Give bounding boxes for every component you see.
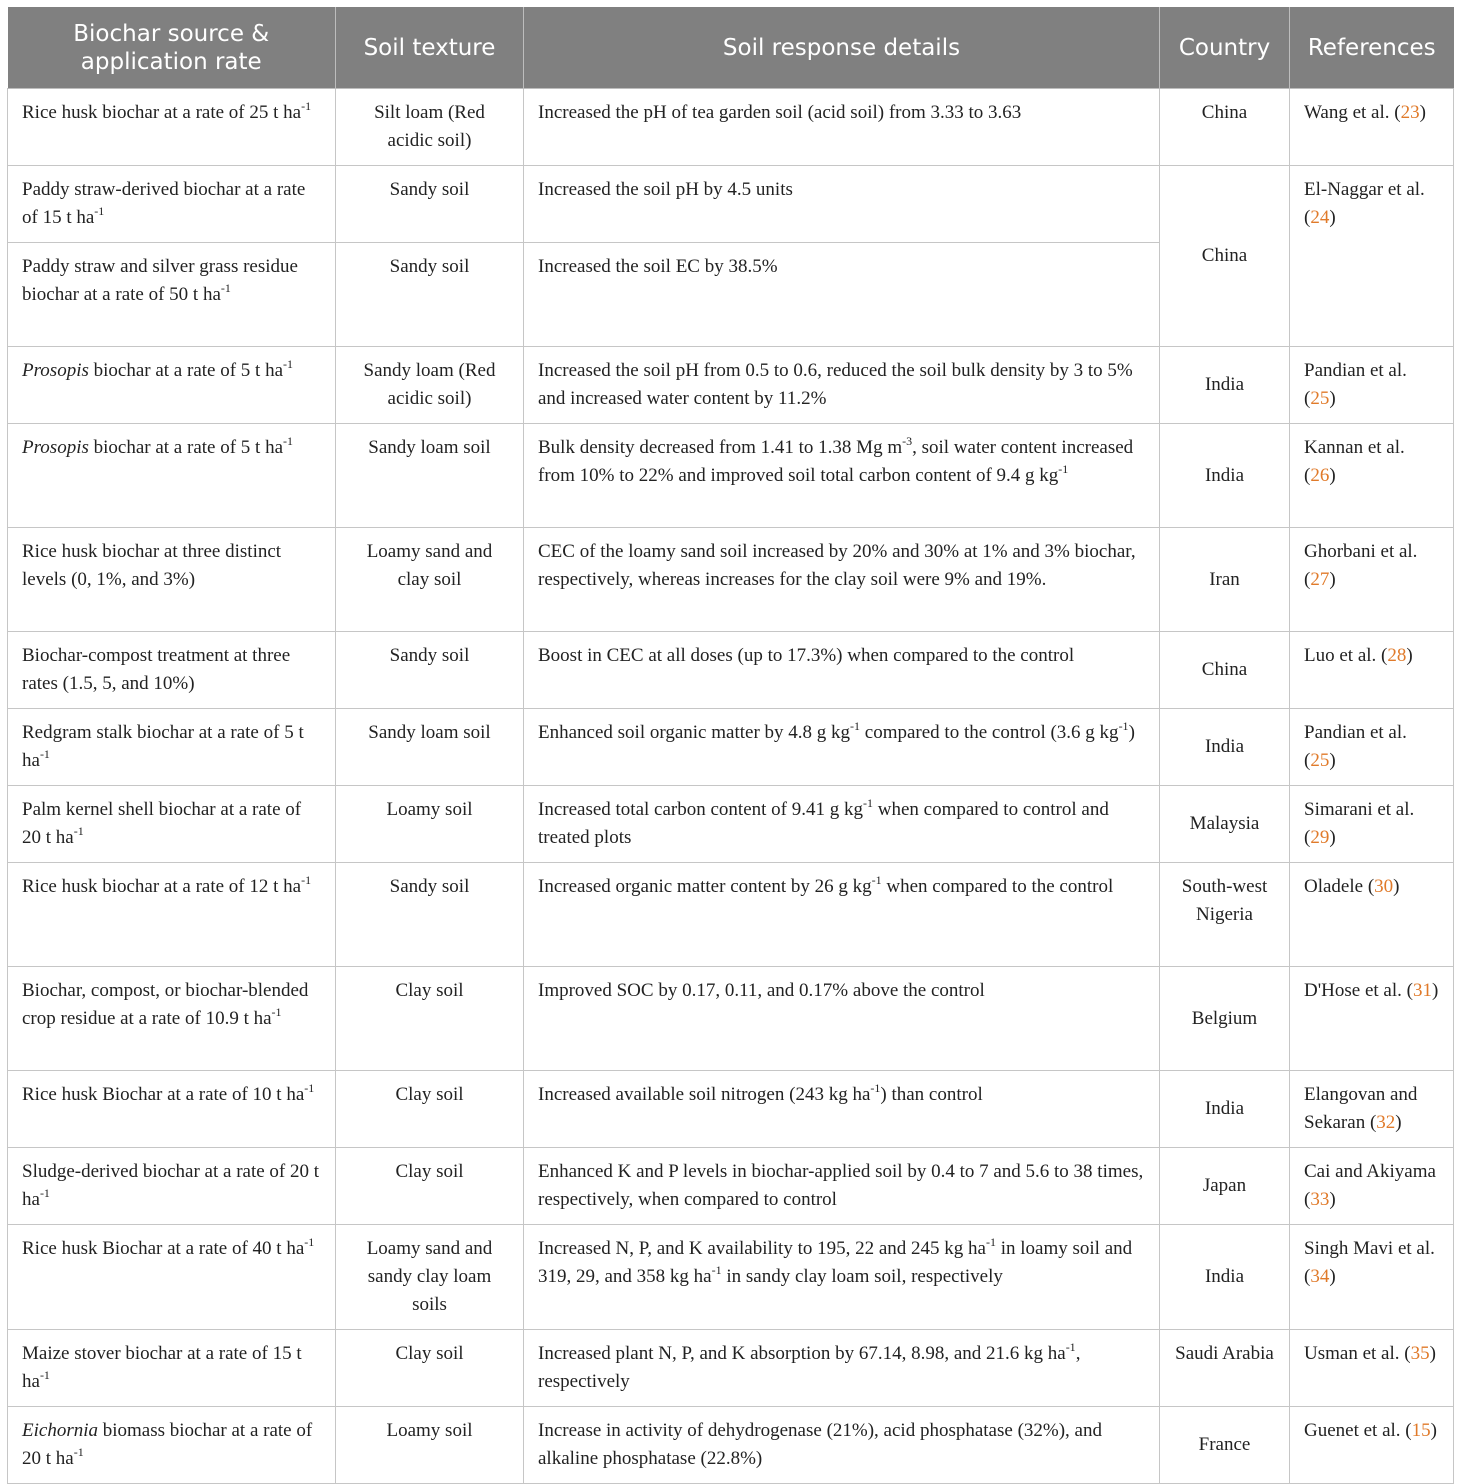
- reference-text: Pandian et al. (: [1304, 722, 1407, 771]
- soil-texture-cell: Sandy loam soil: [336, 424, 524, 528]
- table-row: [8, 967, 1454, 1071]
- soil-response-cell: [524, 863, 1160, 967]
- source-text: Paddy straw and silver grass residue biochar at a rate of 50 t ha: [22, 256, 298, 305]
- details-text: in sandy clay loam soil, respectively: [721, 1266, 1003, 1287]
- reference-text: Pandian et al. (: [1304, 360, 1407, 409]
- table-row: [8, 786, 1454, 863]
- biochar-soil-response-table: [7, 7, 1454, 1484]
- source-text: Sludge-derived biochar at a rate of 20 t ha: [22, 1161, 320, 1210]
- soil-texture-cell: Clay soil: [336, 1071, 524, 1148]
- country-cell: India: [1160, 1071, 1290, 1148]
- source-sup: -1: [39, 746, 50, 761]
- country-cell: France: [1160, 1407, 1290, 1484]
- details-text: Increased plant N, P, and K absorption by 67.14, 8.98, and 21.6 kg ha: [538, 1343, 1066, 1364]
- reference-link[interactable]: 23: [1400, 102, 1420, 123]
- reference-link[interactable]: 31: [1412, 980, 1432, 1001]
- biochar-source-cell: [8, 243, 336, 347]
- country-cell: India: [1160, 1225, 1290, 1330]
- details-sup: -1: [871, 872, 882, 887]
- details-text: ) than control: [880, 1084, 983, 1105]
- source-sup: -1: [271, 1004, 282, 1019]
- details-text: when compared to the control: [881, 876, 1114, 897]
- source-text: biomass biochar at a rate of 20 t ha: [22, 1420, 313, 1469]
- soil-texture-cell: Clay soil: [336, 1148, 524, 1225]
- reference-link[interactable]: 34: [1310, 1266, 1330, 1287]
- details-text: Enhanced soil organic matter by 4.8 g kg: [538, 722, 851, 743]
- source-italic: Eichornia: [22, 1420, 98, 1441]
- country-cell: Iran: [1160, 528, 1290, 632]
- details-text: Increased N, P, and K availability to 195, 22 and 245 kg ha: [538, 1238, 986, 1259]
- reference-cell: [1290, 89, 1454, 166]
- reference-link[interactable]: 25: [1310, 750, 1330, 771]
- reference-text: Kannan et al. (: [1304, 437, 1405, 486]
- country-cell: Belgium: [1160, 967, 1290, 1071]
- header-row: [8, 7, 1454, 89]
- reference-close: ): [1395, 1112, 1402, 1133]
- source-sup: -1: [73, 823, 84, 838]
- country-cell: Japan: [1160, 1148, 1290, 1225]
- country-cell: China: [1160, 89, 1290, 166]
- source-sup: -1: [304, 1080, 315, 1095]
- table-row: [8, 632, 1454, 709]
- source-text: Maize stover biochar at a rate of 15 t ha: [22, 1343, 302, 1392]
- reference-cell: [1290, 632, 1454, 709]
- header-soil-texture: Soil texture: [336, 7, 524, 89]
- source-text: Biochar, compost, or biochar-blended crop residue at a rate of 10.9 t ha: [22, 980, 309, 1029]
- soil-texture-cell: Loamy soil: [336, 1407, 524, 1484]
- country-cell: Saudi Arabia: [1160, 1330, 1290, 1407]
- table-row: [8, 424, 1454, 528]
- source-text: Paddy straw-derived biochar at a rate of 15 t ha: [22, 179, 306, 228]
- source-sup: -1: [304, 1234, 315, 1249]
- header-country: Country: [1160, 7, 1290, 89]
- source-text: biochar at a rate of 5 t ha: [88, 360, 284, 381]
- soil-response-cell: [524, 1225, 1160, 1330]
- reference-close: ): [1406, 645, 1413, 666]
- soil-response-cell: Boost in CEC at all doses (up to 17.3%) when compared to the control: [524, 632, 1160, 709]
- reference-cell: [1290, 1225, 1454, 1330]
- reference-close: ): [1431, 980, 1439, 1001]
- details-text: , respectively: [538, 1343, 1081, 1392]
- reference-text: Oladele (: [1304, 876, 1375, 897]
- biochar-source-cell: [8, 1225, 336, 1330]
- source-italic: Prosopis: [22, 360, 89, 381]
- table-row: [8, 347, 1454, 424]
- reference-cell: [1290, 967, 1454, 1071]
- soil-texture-cell: Loamy sand and sandy clay loam soils: [336, 1225, 524, 1330]
- soil-texture-cell: Sandy loam (Red acidic soil): [336, 347, 524, 424]
- reference-text: Wang et al. (: [1304, 102, 1401, 123]
- source-italic: Prosopis: [22, 437, 89, 458]
- reference-text: D'Hose et al. (: [1304, 980, 1413, 1001]
- reference-text: Elangovan and Sekaran (: [1304, 1084, 1418, 1133]
- reference-close: ): [1329, 569, 1336, 590]
- details-sup: -1: [850, 718, 861, 733]
- reference-text: Guenet et al. (: [1304, 1420, 1412, 1441]
- source-sup: -1: [301, 98, 312, 113]
- soil-response-cell: Increased the soil pH from 0.5 to 0.6, reduced the soil bulk density by 3 to 5% and increased water content by 11.2%: [524, 347, 1160, 424]
- reference-close: ): [1329, 1189, 1336, 1210]
- details-sup: -3: [902, 433, 913, 448]
- biochar-source-cell: [8, 1071, 336, 1148]
- source-text: Palm kernel shell biochar at a rate of 20 t ha: [22, 799, 302, 848]
- reference-link[interactable]: 28: [1387, 645, 1407, 666]
- reference-cell: [1290, 1148, 1454, 1225]
- reference-cell: [1290, 786, 1454, 863]
- details-sup: -1: [1058, 461, 1069, 476]
- source-sup: -1: [94, 203, 105, 218]
- reference-cell: [1290, 1071, 1454, 1148]
- source-text: Rice husk biochar at a rate of 25 t ha: [22, 102, 302, 123]
- reference-text: Ghorbani et al. (: [1304, 541, 1418, 590]
- reference-text: El-Naggar et al. (: [1304, 179, 1425, 228]
- table-row: [8, 166, 1454, 243]
- soil-texture-cell: Sandy soil: [336, 863, 524, 967]
- reference-close: ): [1329, 1266, 1336, 1287]
- details-text: in loamy soil and 319, 29, and 358 kg ha: [538, 1238, 1133, 1287]
- table-row: [8, 528, 1454, 632]
- soil-response-cell: [524, 786, 1160, 863]
- soil-texture-cell: Sandy soil: [336, 632, 524, 709]
- country-cell: India: [1160, 709, 1290, 786]
- reference-link[interactable]: 33: [1310, 1189, 1330, 1210]
- biochar-source-cell: [8, 1330, 336, 1407]
- details-text: Bulk density decreased from 1.41 to 1.38 Mg m: [538, 437, 903, 458]
- soil-response-cell: CEC of the loamy sand soil increased by 20% and 30% at 1% and 3% biochar, respectively, whereas increases for the clay soil were 9% and 19%.: [524, 528, 1160, 632]
- table-row: [8, 1148, 1454, 1225]
- reference-close: ): [1329, 388, 1336, 409]
- details-text: ): [1128, 722, 1135, 743]
- biochar-source-cell: [8, 786, 336, 863]
- details-sup: -1: [1118, 718, 1129, 733]
- source-text: Redgram stalk biochar at a rate of 5 t ha: [22, 722, 304, 771]
- header-references: References: [1290, 7, 1454, 89]
- country-cell: India: [1160, 347, 1290, 424]
- biochar-source-cell: [8, 967, 336, 1071]
- reference-link[interactable]: 35: [1410, 1343, 1430, 1364]
- country-cell: India: [1160, 424, 1290, 528]
- details-text: compared to the control (3.6 g kg: [860, 722, 1119, 743]
- reference-close: ): [1429, 1343, 1436, 1364]
- soil-response-cell: Increased the pH of tea garden soil (acid soil) from 3.33 to 3.63: [524, 89, 1160, 166]
- reference-link[interactable]: 25: [1310, 388, 1330, 409]
- reference-cell: [1290, 528, 1454, 632]
- reference-text: Simarani et al. (: [1304, 799, 1415, 848]
- reference-cell: [1290, 347, 1454, 424]
- soil-response-cell: Increased the soil EC by 38.5%: [524, 243, 1160, 347]
- reference-text: Luo et al. (: [1304, 645, 1388, 666]
- table-row: [8, 1407, 1454, 1484]
- details-sup: -1: [711, 1262, 722, 1277]
- reference-close: ): [1329, 827, 1336, 848]
- biochar-source-cell: Rice husk biochar at three distinct levels (0, 1%, and 3%): [8, 528, 336, 632]
- biochar-source-cell: [8, 347, 336, 424]
- reference-link[interactable]: 26: [1310, 465, 1330, 486]
- biochar-source-cell: [8, 863, 336, 967]
- reference-close: ): [1419, 102, 1426, 123]
- country-cell: Malaysia: [1160, 786, 1290, 863]
- reference-close: ): [1430, 1420, 1437, 1441]
- source-text: biochar at a rate of 5 t ha: [88, 437, 284, 458]
- source-sup: -1: [73, 1444, 84, 1459]
- soil-response-cell: [524, 709, 1160, 786]
- reference-cell: [1290, 166, 1454, 347]
- reference-link[interactable]: 30: [1374, 876, 1394, 897]
- soil-response-cell: [524, 1330, 1160, 1407]
- soil-texture-cell: Sandy soil: [336, 166, 524, 243]
- table-row: [8, 89, 1454, 166]
- details-text: Increased total carbon content of 9.41 g kg: [538, 799, 863, 820]
- biochar-source-cell: [8, 1407, 336, 1484]
- reference-link[interactable]: 27: [1310, 569, 1330, 590]
- table-row: [8, 1225, 1454, 1330]
- reference-cell: [1290, 1330, 1454, 1407]
- soil-texture-cell: Sandy soil: [336, 243, 524, 347]
- soil-response-cell: Enhanced K and P levels in biochar-applied soil by 0.4 to 7 and 5.6 to 38 times, respectively, when compared to control: [524, 1148, 1160, 1225]
- source-sup: -1: [220, 280, 231, 295]
- reference-close: ): [1329, 465, 1336, 486]
- biochar-source-cell: [8, 424, 336, 528]
- header-soil-response: Soil response details: [524, 7, 1160, 89]
- biochar-source-cell: [8, 166, 336, 243]
- details-text: Increased available soil nitrogen (243 kg ha: [538, 1084, 871, 1105]
- source-text: Rice husk biochar at a rate of 12 t ha: [22, 876, 302, 897]
- source-text: Rice husk Biochar at a rate of 40 t ha: [22, 1238, 305, 1259]
- biochar-source-cell: [8, 89, 336, 166]
- reference-cell: [1290, 709, 1454, 786]
- source-text: Rice husk Biochar at a rate of 10 t ha: [22, 1084, 305, 1105]
- biochar-source-cell: Biochar-compost treatment at three rates (1.5, 5, and 10%): [8, 632, 336, 709]
- header-biochar-source: Biochar source & application rate: [8, 7, 336, 89]
- reference-link[interactable]: 29: [1310, 827, 1330, 848]
- reference-cell: [1290, 424, 1454, 528]
- soil-texture-cell: Loamy sand and clay soil: [336, 528, 524, 632]
- table-row: [8, 863, 1454, 967]
- soil-texture-cell: Sandy loam soil: [336, 709, 524, 786]
- soil-texture-cell: Clay soil: [336, 1330, 524, 1407]
- country-cell: China: [1160, 632, 1290, 709]
- country-cell: China: [1160, 166, 1290, 347]
- reference-close: ): [1329, 207, 1336, 228]
- reference-text: Usman et al. (: [1304, 1343, 1411, 1364]
- source-sup: -1: [39, 1367, 50, 1382]
- reference-text: Singh Mavi et al. (: [1304, 1238, 1435, 1287]
- biochar-source-cell: [8, 1148, 336, 1225]
- soil-texture-cell: Loamy soil: [336, 786, 524, 863]
- reference-cell: [1290, 863, 1454, 967]
- soil-texture-cell: Silt loam (Red acidic soil): [336, 89, 524, 166]
- details-text: , soil water content increased from 10% to 22% and improved soil total carbon content of 9.4 g kg: [538, 437, 1134, 486]
- biochar-source-cell: [8, 709, 336, 786]
- soil-response-cell: Increase in activity of dehydrogenase (21%), acid phosphatase (32%), and alkaline phosphatase (22.8%): [524, 1407, 1160, 1484]
- soil-response-cell: [524, 1071, 1160, 1148]
- soil-response-cell: Increased the soil pH by 4.5 units: [524, 166, 1160, 243]
- reference-text: Cai and Akiyama (: [1304, 1161, 1436, 1210]
- reference-close: ): [1329, 750, 1336, 771]
- details-text: Increased organic matter content by 26 g kg: [538, 876, 872, 897]
- source-sup: -1: [283, 433, 294, 448]
- reference-cell: [1290, 1407, 1454, 1484]
- table-row: [8, 1330, 1454, 1407]
- soil-response-cell: [524, 424, 1160, 528]
- details-sup: -1: [870, 1080, 881, 1095]
- details-sup: -1: [863, 795, 873, 810]
- table-row: [8, 709, 1454, 786]
- soil-texture-cell: Clay soil: [336, 967, 524, 1071]
- source-sup: -1: [283, 356, 294, 371]
- details-text: when compared to control and treated plots: [538, 799, 1109, 848]
- details-sup: -1: [1065, 1339, 1076, 1354]
- source-sup: -1: [301, 872, 312, 887]
- soil-response-cell: Improved SOC by 0.17, 0.11, and 0.17% above the control: [524, 967, 1160, 1071]
- country-cell: South-west Nigeria: [1160, 863, 1290, 967]
- reference-close: ): [1393, 876, 1400, 897]
- table-row: [8, 1071, 1454, 1148]
- reference-link[interactable]: 15: [1411, 1420, 1431, 1441]
- reference-link[interactable]: 32: [1376, 1112, 1396, 1133]
- source-sup: -1: [39, 1185, 50, 1200]
- details-sup: -1: [985, 1234, 996, 1249]
- reference-link[interactable]: 24: [1310, 207, 1330, 228]
